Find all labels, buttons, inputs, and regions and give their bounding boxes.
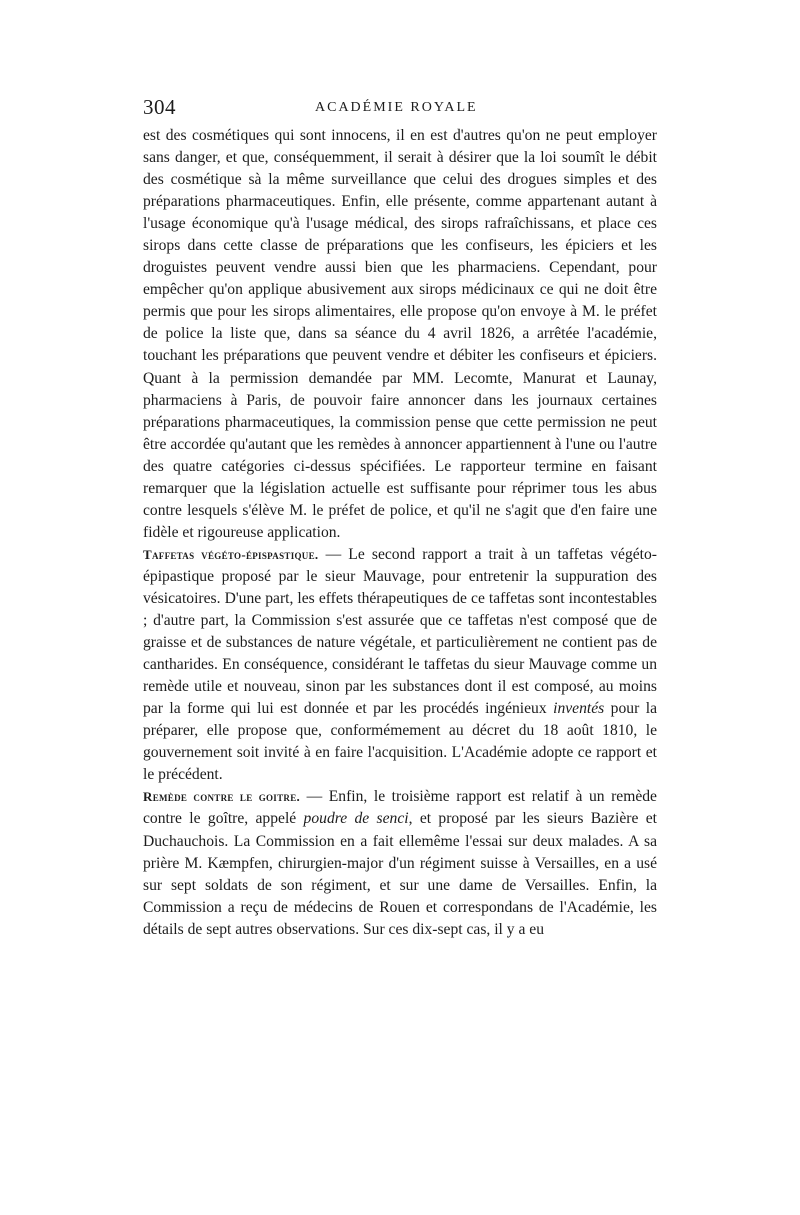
paragraph-cosmetics: est des cosmétiques qui sont innocens, il en est d'autres qu'on ne peut employer sans danger, et que, conséquemment, il serait à désirer que la loi soumît le débit des cosmétique sà la même surveillance que celui des drogues simples et des préparations pharmaceutiques. Enfin, elle présente, comme appartenant autant à l'usage économique qu'à l'usage médical, des sirops rafraîchissans, et place ces sirops dans cette classe de préparations que les confiseurs, les épiciers et les droguistes peuvent vendre aussi bien que les pharmaciens. Cependant, pour empêcher qu'on applique abusivement aux sirops médicinaux ce qui ne doit être permis que pour les sirops alimentaires, elle propose qu'on envoye à M. le préfet de police la liste que, dans sa séance du 4 avril 1826, a arrêtée l'académie, touchant les préparations que peuvent vendre et débiter les confiseurs et épiciers. Quant à la permission demandée par MM. Lecomte, Manurat et Launay, pharmaciens à Paris, de pouvoir faire annoncer dans les journaux certaines préparations pharmaceutiques, la commission pense que cette permission ne peut être accordée qu'autant que les remèdes à annoncer appartiennent à l'une ou l'autre des quatre catégories ci-dessus spécifiées. Le rapporteur termine en faisant remarquer que la législation actuelle est suffisante pour réprimer tous les abus contre lesquels s'élève M. le préfet de police, et qu'il ne s'agit que d'en faire une fidèle et rigoureuse application. (143, 127, 657, 541)
section-heading-goitre: Remède contre le goitre. (143, 789, 301, 805)
goitre-italic-term: poudre de senci (303, 810, 409, 828)
body-text (143, 125, 657, 941)
page-number: 304 (143, 95, 176, 119)
taffetas-text-part1: — Le second rapport a trait à un taffetas végéto-épipastique proposé par le sieur Mauvage, pour entretenir la suppuration des vésicatoires. D'une part, les effets thérapeutiques de ce taffetas sont incontestables ; d'autre part, la Commission s'est assurée que ce taffetas n'est composé que de graisse et de substances de nature végétale, et particulièrement ne contient pas de cantharides. En conséquence, considérant le taffetas du sieur Mauvage comme un remède utile et nouveau, sinon par les substances dont il est composé, au moins par la forme qui lui est donnée et par les procédés ingénieux (143, 545, 657, 718)
goitre-text-part1: — Enfin, le troisième rapport est relatif à un remède contre le goître, appelé (143, 788, 657, 828)
goitre-text-part2: , et proposé par les sieurs Bazière et Duchauchois. La Commission en a fait ellemême l'essai sur deux malades. A sa prière M. Kæmpfen, chirurgien-major d'un régiment suisse à Versailles, en a usé sur sept soldats de son régiment, et sur une dame de Versailles. Enfin, la Commission a reçu de médecins de Rouen et correspondans de l'Académie, les détails de sept autres observations. Sur ces dix-sept cas, il y a eu (143, 810, 657, 938)
running-head (143, 95, 657, 125)
section-heading-taffetas: Taffetas végéto-épispastique. (143, 546, 319, 562)
paragraph-taffetas (143, 544, 657, 787)
running-title: ACADÉMIE ROYALE (315, 100, 478, 115)
taffetas-text-part2: pour la préparer, elle propose que, conformémement au décret du 18 août 1810, le gouvernement soit invité à en faire l'acquisition. L'Académie adopte ce rapport et le précédent. (143, 700, 657, 784)
paragraph-goitre (143, 786, 657, 940)
book-page (143, 95, 657, 941)
taffetas-italic-word: inventés (553, 700, 605, 718)
